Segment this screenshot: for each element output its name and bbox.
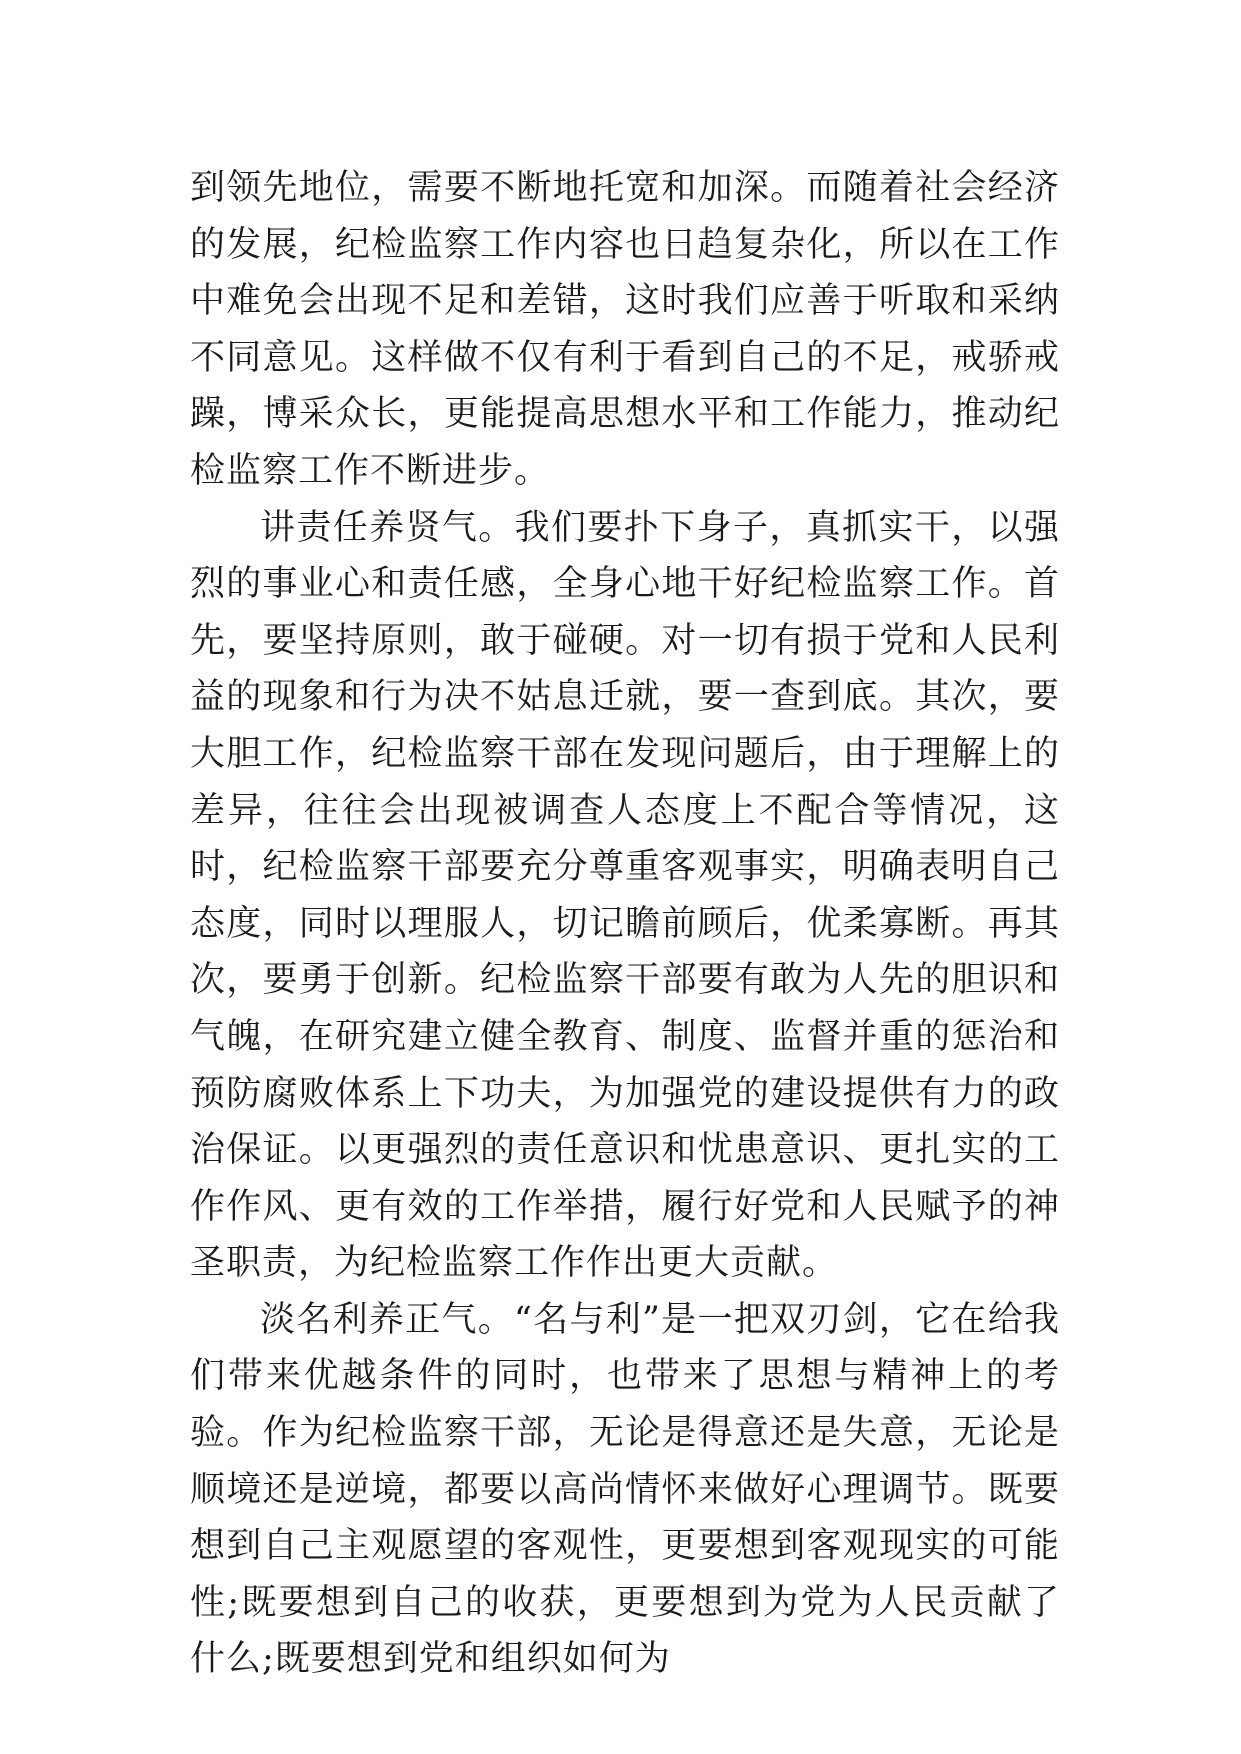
paragraph-continued: 到领先地位，需要不断地托宽和加深。而随着社会经济的发展，纪检监察工作内容也日趋复杂化，所以在工作中难免会出现不足和差错，这时我们应善于听取和采纳不同意见。这样做不仅有利于看到自己的不足，戒骄戒躁，博采众长，更能提高思想水平和工作能力，推动纪检监察工作不断进步。 (190, 168, 1060, 491)
body-text (190, 160, 1060, 1688)
paragraph-fame-profit: 淡名利养正气。“名与利”是一把双刃剑，它在给我们带来优越条件的同时，也带来了思想与精神上的考验。作为纪检监察干部，无论是得意还是失意，无论是顺境还是逆境，都要以高尚情怀来做好心理调节。既要想到自己主观愿望的客观性，更要想到客观现实的可能性;既要想到自己的收获，更要想到为党为人民贡献了什么;既要想到党和组织如何为 (190, 1299, 1060, 1680)
paragraph-responsibility: 讲责任养贤气。我们要扑下身子，真抓实干，以强烈的事业心和责任感，全身心地干好纪检监察工作。首先，要坚持原则，敢于碰硬。对一切有损于党和人民利益的现象和行为决不姑息迁就，要一查到底。其次，要大胆工作，纪检监察干部在发现问题后，由于理解上的差异，往往会出现被调查人态度上不配合等情况，这时，纪检监察干部要充分尊重客观事实，明确表明自己态度，同时以理服人，切记瞻前顾后，优柔寡断。再其次，要勇于创新。纪检监察干部要有敢为人先的胆识和气魄，在研究建立健全教育、制度、监督并重的惩治和预防腐败体系上下功夫，为加强党的建设提供有力的政治保证。以更强烈的责任意识和忧患意识、更扎实的工作作风、更有效的工作举措，履行好党和人民赋予的神圣职责，为纪检监察工作作出更大贡献。 (190, 507, 1060, 1284)
